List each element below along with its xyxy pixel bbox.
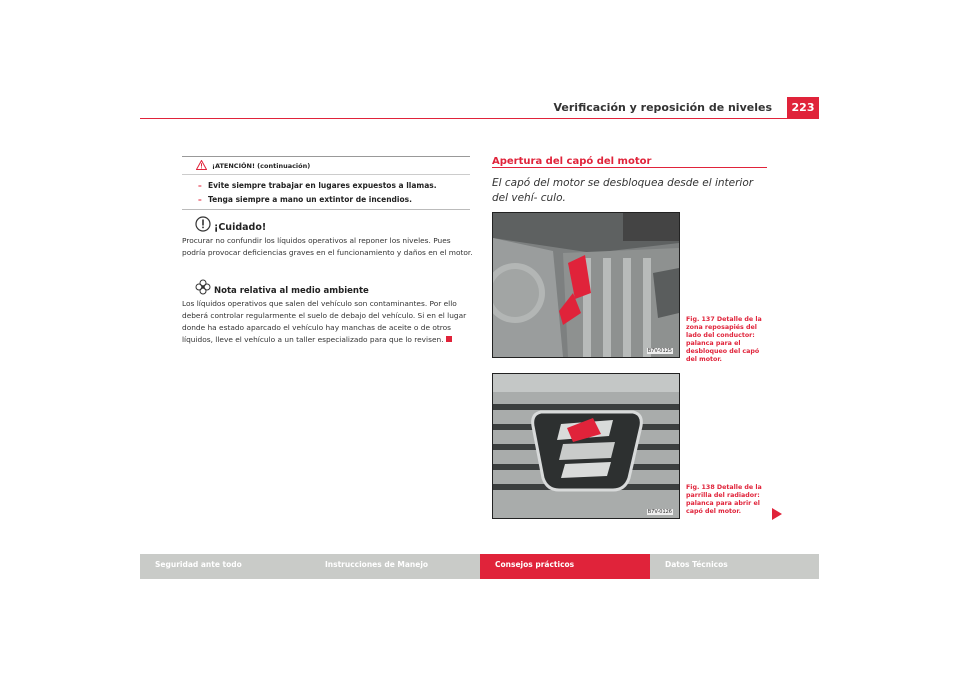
running-header-title: Verificación y reposición de niveles	[553, 101, 772, 114]
figure-code: B7V-0125	[647, 348, 672, 354]
caution-icon	[195, 216, 211, 232]
figure-138-caption: Fig. 138 Detalle de la parrilla del radiador: palanca para abrir el capó del motor.	[686, 484, 762, 515]
caution-text: Procurar no confundir los líquidos operativos al reponer los niveles. Pues podría provocar deficiencias graves en el funcionamiento y daños en el motor.	[182, 236, 473, 257]
section-lead: El capó del motor se desbloquea desde el interior del vehí- culo.	[492, 177, 754, 204]
warning-triangle-icon	[196, 160, 207, 170]
tab-instrucciones[interactable]: Instrucciones de Manejo	[325, 560, 429, 569]
tab-datos-tecnicos[interactable]: Datos Técnicos	[665, 560, 728, 569]
figure-code: B7V-0126	[647, 509, 672, 515]
warning-item: – Tenga siempre a mano un extintor de incendios.	[198, 195, 412, 204]
environment-text: Los líquidos operativos que salen del vehículo son contaminantes. Por ello deberá controlar regularmente el suelo de debajo del vehículo. Si en el lugar donde ha estado aparcado el vehículo hay manchas de aceite o de otros líquidos, lleve el vehículo a un taller especializado para que lo revisen.	[182, 299, 467, 344]
warning-item: – Evite siempre trabajar en lugares expuestos a llamas.	[198, 181, 437, 190]
environment-flower-icon	[195, 279, 211, 295]
caution-title: ¡Cuidado!	[214, 222, 267, 233]
footwell-illustration	[493, 213, 679, 357]
header-rule	[140, 118, 819, 119]
warning-title: ¡ATENCIÓN! (continuación)	[212, 162, 311, 170]
tab-seguridad[interactable]: Seguridad ante todo	[155, 560, 242, 569]
warning-box	[182, 156, 470, 210]
page-number: 223	[787, 97, 819, 119]
grille-illustration	[493, 374, 679, 518]
warning-header	[182, 157, 470, 175]
footer-nav	[140, 554, 819, 579]
end-marker-icon	[446, 336, 452, 342]
figure-137-caption: Fig. 137 Detalle de la zona reposapiés del lado del conductor: palanca para el desbloqueo del capó del motor.	[686, 316, 762, 363]
section-rule	[492, 167, 767, 168]
figure-137-image	[492, 212, 680, 358]
figure-138-image	[492, 373, 680, 519]
tab-consejos[interactable]: Consejos prácticos	[480, 554, 650, 579]
environment-title: Nota relativa al medio ambiente	[214, 286, 369, 296]
section-title: Apertura del capó del motor	[492, 156, 652, 167]
next-page-arrow-icon	[772, 508, 782, 520]
